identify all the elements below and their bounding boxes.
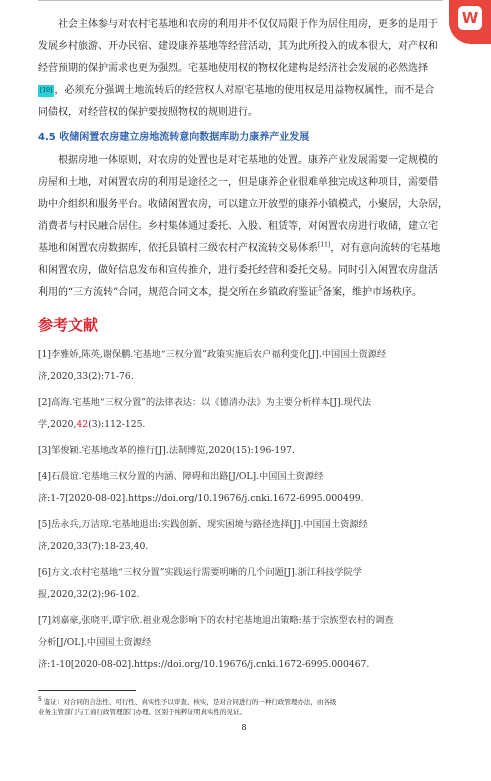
reference-item: [3]邹俊颖.宅基地改革的推行[J].法制博览,2020(15):196-197. (38, 445, 295, 456)
text-line: ，必须充分强调土地流转后的经营权人对原宅基地的使用权是用益物权属性，而不是合 (54, 85, 435, 96)
reference-item: [5]岳永兵,万洁琼.宅基地退出:实践创新、现实困境与路径选择[J].中国国土资源经 济,2020,33(7):18-23,40. (38, 519, 368, 552)
footnote-marker[interactable]: 5 (318, 285, 323, 293)
citation-marker[interactable]: [10] (38, 85, 54, 97)
citation-marker[interactable]: [11] (318, 241, 331, 249)
text-line: 同债权，对经营权的保护要按照物权的规则进行。 (38, 107, 258, 118)
app-logo[interactable] (449, 0, 491, 44)
references-heading: 参考文献 (38, 316, 99, 334)
reference-item: [2]高海.宅基地“三权分置”的法律表达：以《德清办法》为主要分析样本[J].现代法 学,2020,42(3):112-125. (38, 397, 372, 430)
page-number: 8 (241, 723, 247, 732)
reference-link[interactable]: 济:1-10[2020-08-02].https://doi.org/10.19676/j.cnki.1672-6995.000467. (38, 659, 370, 670)
header-rule (38, 0, 443, 1)
reference-item: [6]方文.农村宅基地“三权分置”实践运行需要明晰的几个问题[J].浙江科技学院学 报,2020,32(2):96-102. (38, 567, 362, 600)
text-line: 消费者与村民融合居住。乡村集体通过委托、入股、租赁等，对闲置农房进行收储，建立宅 (38, 221, 438, 232)
text-line: 发展乡村旅游、开办民宿、建设康养基地等经营活动，其为此所投入的成本很大，对产权和 (38, 41, 438, 52)
reference-link[interactable]: 济:1-7[2020-08-02].https://doi.org/10.19676/j.cnki.1672-6995.000499. (38, 493, 364, 504)
highlighted-volume: 42 (76, 419, 89, 430)
footnote-continuation: 业务主管部门与工商行政管理部门办理。区别于纯粹证明真实性的见证。 (38, 708, 246, 716)
document-page (38, 14, 450, 732)
text-line: 基地和闲置农房数据库，依托县镇村三级农村产权流转交易体系 (38, 243, 318, 254)
paragraph-usage-rights (38, 14, 450, 124)
reference-item: [1]李雅娇,陈英,谢保鹏.宅基地“三权分置”政策实施后农户福利变化[J].中国国土资源经 济,2020,33(2):71-76. (38, 349, 387, 382)
text-line: 根据房地一体原则，对农房的处置也是对宅基地的处置。康养产业发展需要一定规模的 (58, 155, 438, 166)
text-line: 经营预期的保护需求也更为强烈。宅基地使用权的物权化建构是经济社会发展的必然选择 (38, 63, 428, 74)
text-line: 备案，维护市场秩序。 (322, 287, 423, 298)
paragraph-idle-housing (38, 150, 450, 304)
text-line: 和闲置农房，做好信息发布和宣传推介，进行委托经营和委托交易。同时引入闲置农房盘活 (38, 265, 438, 276)
footnote: 5 鉴证：对合同的合法性、可行性、真实性予以审查、核实，是对合同进行的一种行政管理办法，由各级 (38, 695, 337, 706)
text-line: 社会主体参与对农村宅基地和农房的利用并不仅仅局限于作为居住用房，更多的是用于 (58, 19, 438, 30)
text-line: 利用的“三方流转”合同，规范合同文本，提交所在乡镇政府鉴证 (38, 287, 319, 298)
text-line: 助中介组织和服务平台。收储闲置农房，可以建立开放型的康养小镇模式，小聚居，大杂居， (38, 199, 448, 210)
text-line: 房屋和土地，对闲置农房的利用是途径之一，但是康养企业很难单独完成这种项目，需要借 (38, 177, 438, 188)
reference-item: [7]刘嘉豪,张晓平,谭宇欣.祖业观念影响下的农村宅基地退出策略:基于宗族型农村的调查 分析[J/OL].中国国土资源经 济:1-10[2020-08-02].https://doi.org/10.19676/j.cnki.1672-6995.000467. (38, 610, 450, 676)
section-heading: 4.5 收储闲置农房建立房地流转意向数据库助力康养产业发展 (38, 132, 310, 143)
reference-list (38, 344, 450, 676)
text-line: ，对有意向流转的宅基地 (330, 243, 441, 254)
wps-logo-icon: W (458, 6, 482, 30)
footnote-rule (38, 690, 136, 691)
reference-item: [4]石晨谊.宅基地三权分置的内涵、障碍和出路[J/OL].中国国土资源经 济:1-7[2020-08-02].https://doi.org/10.19676/j.cnki.1672-6995.000499. (38, 466, 450, 510)
footnote-number: 5 (38, 695, 42, 703)
